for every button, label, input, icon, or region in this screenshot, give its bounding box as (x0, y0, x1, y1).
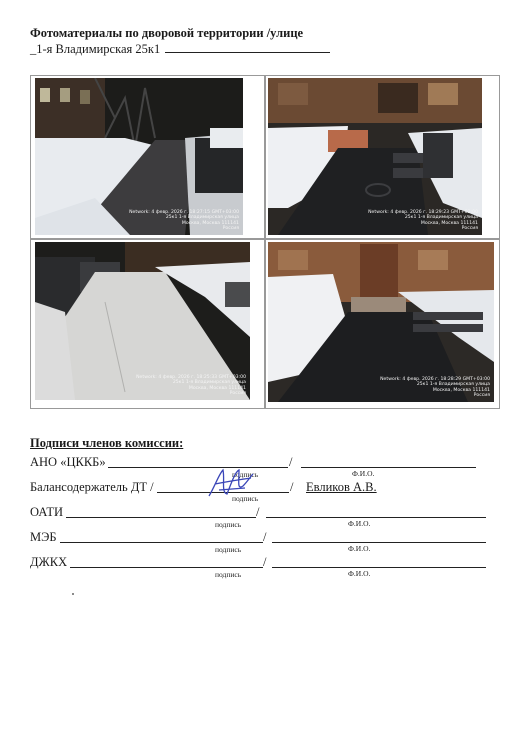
caption-name: Ф.И.О. (348, 569, 371, 578)
address-underline (165, 52, 330, 53)
photo-timestamp-4: Network: 4 февр. 2026 г. 18:28:29 GMT+03:00 25к1 1-я Владимирская улица Москва, Москва 111141 Россия (380, 376, 490, 399)
caption-name: Ф.И.О. (348, 519, 371, 528)
name-line-oati[interactable] (266, 517, 486, 518)
caption-signature: подпись (215, 520, 242, 529)
caption-signature: подпись (232, 494, 259, 503)
address-line: _1-я Владимирская 25к1 (30, 42, 161, 56)
scan-speck (72, 593, 74, 595)
photo-cell-2 (265, 75, 500, 239)
caption-signature: подпись (232, 470, 259, 479)
photo-street-2 (35, 242, 250, 400)
photo-street-1 (35, 78, 243, 235)
separator-slash: / (256, 505, 260, 519)
separator-slash: / (289, 455, 293, 469)
photo-timestamp-2: Network: 4 февр. 2026 г. 18:29:23 GMT+03:00 25к1 1-я Владимирская улица Москва, Москва 111141 Россия (368, 209, 478, 232)
signature-line-ckkb[interactable] (108, 467, 288, 468)
document-title: Фотоматериалы по дворовой территории /улице (30, 26, 304, 40)
signer-label-ckkb: АНО «ЦККБ» (30, 455, 106, 469)
photo-timestamp-3: Network: 4 февр. 2026 г. 18:25:33 GMT+03:00 25к1 1-я Владимирская улица Москва, Москва 111141 Россия (136, 374, 246, 397)
separator-slash: / (263, 555, 267, 569)
caption-signature: подпись (215, 545, 242, 554)
name-line-meb[interactable] (272, 542, 486, 543)
photo-cell-4 (265, 239, 500, 409)
photo-grid (30, 75, 498, 407)
caption-name: Ф.И.О. (352, 469, 375, 478)
signatures-title: Подписи членов комиссии: (30, 436, 184, 450)
separator-slash: / (290, 480, 294, 494)
separator-slash: / (263, 530, 267, 544)
caption-name: Ф.И.О. (348, 544, 371, 553)
signer-label-dzhkh: ДЖКХ (30, 555, 68, 569)
signature-line-meb[interactable] (60, 542, 263, 543)
caption-signature: подпись (215, 570, 242, 579)
photo-timestamp-1: Network: 4 февр. 2026 г. 18:27:15 GMT+03:00 25к1 1-я Владимирская улица Москва, Москва 111141 Россия (129, 209, 239, 232)
photo-entrance-1 (268, 78, 482, 235)
signature-line-oati[interactable] (66, 517, 256, 518)
signer-label-balance-holder: Балансодержатель ДТ / (30, 480, 154, 494)
photo-entrance-2 (268, 242, 494, 402)
signature-line-dzhkh[interactable] (70, 567, 263, 568)
name-line-ckkb[interactable] (301, 467, 476, 468)
name-line-dzhkh[interactable] (272, 567, 486, 568)
photo-cell-1 (30, 75, 265, 239)
signer-label-meb: МЭБ (30, 530, 57, 544)
photo-cell-3 (30, 239, 265, 409)
signer-name-balance-holder: Евликов А.В. (306, 480, 377, 494)
signer-label-oati: ОАТИ (30, 505, 63, 519)
